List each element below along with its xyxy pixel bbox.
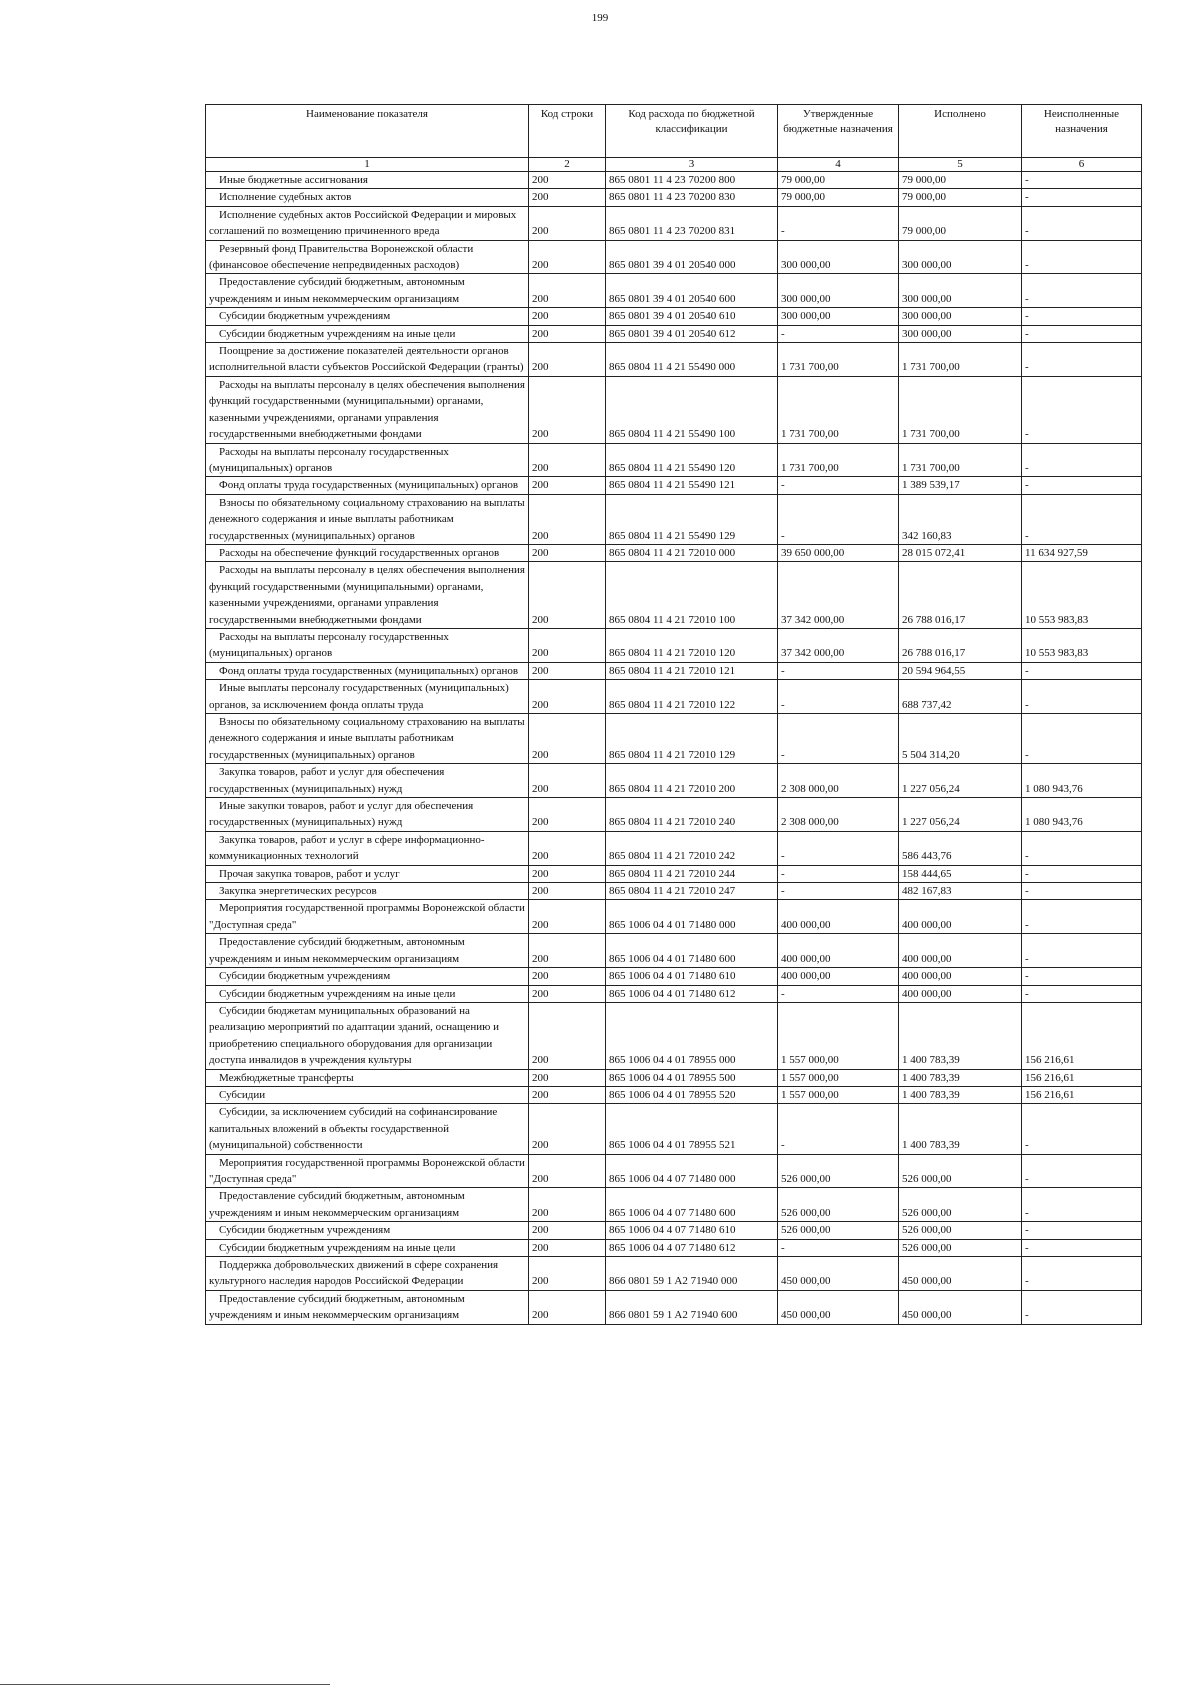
header-executed: Исполнено [899,105,1022,158]
cell-unexecuted: - [1022,343,1142,377]
cell-line-code: 200 [529,325,606,342]
cell-executed: 526 000,00 [899,1222,1022,1239]
cell-approved: - [778,714,899,764]
cell-expense-code: 866 0801 59 1 A2 71940 000 [606,1257,778,1291]
table-row [206,883,1142,900]
cell-executed: 1 400 783,39 [899,1002,1022,1069]
table-row [206,1188,1142,1222]
table-row [206,206,1142,240]
cell-approved: - [778,206,899,240]
cell-executed: 26 788 016,17 [899,562,1022,629]
cell-line-code: 200 [529,376,606,443]
cell-approved: - [778,883,899,900]
cell-executed: 526 000,00 [899,1188,1022,1222]
table-row [206,325,1142,342]
cell-executed: 482 167,83 [899,883,1022,900]
cell-unexecuted: 156 216,61 [1022,1002,1142,1069]
cell-executed: 28 015 072,41 [899,544,1022,561]
cell-unexecuted: - [1022,308,1142,325]
cell-approved: - [778,1239,899,1256]
cell-unexecuted: 1 080 943,76 [1022,798,1142,832]
cell-executed: 1 731 700,00 [899,443,1022,477]
cell-line-code: 200 [529,1086,606,1103]
header-expense-code: Код расхода по бюджетной классификации [606,105,778,158]
cell-approved: 1 731 700,00 [778,443,899,477]
cell-line-code: 200 [529,274,606,308]
cell-executed: 1 400 783,39 [899,1069,1022,1086]
cell-approved: - [778,1104,899,1154]
cell-executed: 400 000,00 [899,968,1022,985]
cell-indicator-name: Поддержка добровольческих движений в сфере сохранения культурного наследия народов Российской Федерации [206,1257,529,1291]
cell-executed: 342 160,83 [899,494,1022,544]
cell-executed: 1 400 783,39 [899,1086,1022,1103]
cell-expense-code: 865 1006 04 4 01 78955 500 [606,1069,778,1086]
cell-expense-code: 865 1006 04 4 01 71480 610 [606,968,778,985]
cell-executed: 300 000,00 [899,240,1022,274]
cell-expense-code: 865 0804 11 4 21 72010 000 [606,544,778,561]
cell-line-code: 200 [529,1069,606,1086]
cell-approved: - [778,325,899,342]
table-row [206,240,1142,274]
cell-indicator-name: Межбюджетные трансферты [206,1069,529,1086]
cell-indicator-name: Взносы по обязательному социальному страхованию на выплаты денежного содержания и иные выплаты работникам государственных (муниципальных) органов [206,714,529,764]
table-row [206,343,1142,377]
cell-expense-code: 865 1006 04 4 07 71480 600 [606,1188,778,1222]
cell-approved: 1 557 000,00 [778,1086,899,1103]
cell-approved: 2 308 000,00 [778,798,899,832]
cell-approved: 526 000,00 [778,1154,899,1188]
cell-expense-code: 865 0801 11 4 23 70200 800 [606,172,778,189]
cell-expense-code: 865 0804 11 4 21 72010 247 [606,883,778,900]
cell-unexecuted: - [1022,274,1142,308]
cell-unexecuted: - [1022,240,1142,274]
table-row [206,477,1142,494]
cell-unexecuted: - [1022,831,1142,865]
cell-executed: 1 400 783,39 [899,1104,1022,1154]
cell-expense-code: 865 1006 04 4 01 78955 521 [606,1104,778,1154]
cell-executed: 79 000,00 [899,206,1022,240]
cell-approved: - [778,831,899,865]
cell-approved: - [778,985,899,1002]
table-body [206,172,1142,1325]
table-row [206,443,1142,477]
cell-indicator-name: Закупка товаров, работ и услуг в сфере информационно-коммуникационных технологий [206,831,529,865]
table-row [206,1154,1142,1188]
cell-unexecuted: - [1022,985,1142,1002]
cell-indicator-name: Предоставление субсидий бюджетным, автономным учреждениям и иным некоммерческим организациям [206,934,529,968]
table-row [206,1290,1142,1324]
cell-indicator-name: Мероприятия государственной программы Воронежской области "Доступная среда" [206,1154,529,1188]
cell-indicator-name: Прочая закупка товаров, работ и услуг [206,865,529,882]
cell-line-code: 200 [529,628,606,662]
cell-executed: 586 443,76 [899,831,1022,865]
cell-expense-code: 865 0804 11 4 21 55490 129 [606,494,778,544]
cell-expense-code: 865 1006 04 4 01 71480 612 [606,985,778,1002]
column-number: 2 [529,158,606,172]
header-approved: Утвержденные бюджетные назначения [778,105,899,158]
cell-unexecuted: 10 553 983,83 [1022,628,1142,662]
table-row [206,1239,1142,1256]
table-row [206,544,1142,561]
table-row [206,680,1142,714]
table-row [206,934,1142,968]
cell-line-code: 200 [529,1290,606,1324]
cell-indicator-name: Субсидии бюджетным учреждениям на иные цели [206,325,529,342]
header-row [206,105,1142,158]
cell-indicator-name: Иные выплаты персоналу государственных (муниципальных) органов, за исключением фонда оплаты труда [206,680,529,714]
header-indicator-name: Наименование показателя [206,105,529,158]
cell-line-code: 200 [529,1002,606,1069]
cell-line-code: 200 [529,798,606,832]
cell-indicator-name: Поощрение за достижение показателей деятельности органов исполнительной власти субъектов Российской Федерации (гранты) [206,343,529,377]
cell-expense-code: 865 1006 04 4 01 71480 000 [606,900,778,934]
cell-approved: - [778,680,899,714]
cell-unexecuted: - [1022,477,1142,494]
cell-line-code: 200 [529,1154,606,1188]
cell-approved: 400 000,00 [778,934,899,968]
cell-expense-code: 865 0804 11 4 21 72010 242 [606,831,778,865]
cell-line-code: 200 [529,206,606,240]
cell-executed: 526 000,00 [899,1154,1022,1188]
cell-unexecuted: 10 553 983,83 [1022,562,1142,629]
cell-approved: 79 000,00 [778,189,899,206]
cell-expense-code: 865 0804 11 4 21 55490 121 [606,477,778,494]
table-row [206,494,1142,544]
cell-expense-code: 865 0801 11 4 23 70200 831 [606,206,778,240]
column-number: 1 [206,158,529,172]
column-number: 5 [899,158,1022,172]
cell-expense-code: 865 0804 11 4 21 72010 244 [606,865,778,882]
cell-expense-code: 865 0804 11 4 21 72010 240 [606,798,778,832]
cell-executed: 1 731 700,00 [899,343,1022,377]
cell-indicator-name: Предоставление субсидий бюджетным, автономным учреждениям и иным некоммерческим организациям [206,1290,529,1324]
cell-line-code: 200 [529,662,606,679]
cell-unexecuted: - [1022,934,1142,968]
cell-unexecuted: - [1022,1154,1142,1188]
cell-expense-code: 865 0801 39 4 01 20540 600 [606,274,778,308]
table-row [206,831,1142,865]
cell-line-code: 200 [529,714,606,764]
table-row [206,865,1142,882]
cell-expense-code: 865 1006 04 4 07 71480 000 [606,1154,778,1188]
cell-line-code: 200 [529,883,606,900]
cell-expense-code: 865 0801 39 4 01 20540 000 [606,240,778,274]
cell-executed: 1 731 700,00 [899,376,1022,443]
page-number: 199 [591,12,609,24]
cell-indicator-name: Исполнение судебных актов [206,189,529,206]
cell-unexecuted: - [1022,494,1142,544]
table-row [206,628,1142,662]
cell-executed: 450 000,00 [899,1290,1022,1324]
cell-expense-code: 865 1006 04 4 01 71480 600 [606,934,778,968]
cell-unexecuted: - [1022,1257,1142,1291]
cell-expense-code: 865 0804 11 4 21 55490 120 [606,443,778,477]
cell-line-code: 200 [529,985,606,1002]
table-row [206,274,1142,308]
cell-unexecuted: - [1022,443,1142,477]
cell-unexecuted: - [1022,1222,1142,1239]
cell-expense-code: 865 0804 11 4 21 72010 122 [606,680,778,714]
cell-unexecuted: - [1022,883,1142,900]
cell-line-code: 200 [529,1257,606,1291]
cell-unexecuted: - [1022,662,1142,679]
column-number: 6 [1022,158,1142,172]
cell-indicator-name: Субсидии бюджетным учреждениям [206,968,529,985]
cell-expense-code: 865 0801 39 4 01 20540 612 [606,325,778,342]
cell-unexecuted: - [1022,189,1142,206]
cell-indicator-name: Иные бюджетные ассигнования [206,172,529,189]
cell-approved: 300 000,00 [778,274,899,308]
cell-unexecuted: - [1022,172,1142,189]
cell-line-code: 200 [529,865,606,882]
table-row [206,900,1142,934]
cell-approved: 400 000,00 [778,900,899,934]
cell-indicator-name: Фонд оплаты труда государственных (муниципальных) органов [206,662,529,679]
cell-line-code: 200 [529,477,606,494]
cell-indicator-name: Субсидии, за исключением субсидий на софинансирование капитальных вложений в объекты государственной (муниципальной) собственности [206,1104,529,1154]
table-row [206,764,1142,798]
cell-line-code: 200 [529,1188,606,1222]
cell-indicator-name: Исполнение судебных актов Российской Федерации и мировых соглашений по возмещению причиненного вреда [206,206,529,240]
table-row [206,189,1142,206]
column-number-row [206,158,1142,172]
cell-executed: 526 000,00 [899,1239,1022,1256]
table-row [206,1257,1142,1291]
cell-executed: 26 788 016,17 [899,628,1022,662]
cell-line-code: 200 [529,562,606,629]
budget-execution-table [205,104,1142,1325]
cell-unexecuted: - [1022,206,1142,240]
cell-expense-code: 865 0804 11 4 21 72010 100 [606,562,778,629]
cell-line-code: 200 [529,968,606,985]
table-row [206,172,1142,189]
cell-unexecuted: - [1022,325,1142,342]
cell-approved: 450 000,00 [778,1290,899,1324]
cell-unexecuted: - [1022,1290,1142,1324]
cell-executed: 79 000,00 [899,172,1022,189]
cell-expense-code: 865 0804 11 4 21 72010 120 [606,628,778,662]
cell-indicator-name: Субсидии бюджетам муниципальных образований на реализацию мероприятий по адаптации зданий, оснащению и приобретению специального оборудования для организации доступа инвалидов в учреждения культуры [206,1002,529,1069]
cell-unexecuted: - [1022,376,1142,443]
cell-unexecuted: - [1022,968,1142,985]
cell-executed: 1 389 539,17 [899,477,1022,494]
cell-unexecuted: 11 634 927,59 [1022,544,1142,561]
cell-indicator-name: Предоставление субсидий бюджетным, автономным учреждениям и иным некоммерческим организациям [206,1188,529,1222]
cell-line-code: 200 [529,934,606,968]
cell-executed: 400 000,00 [899,900,1022,934]
cell-line-code: 200 [529,240,606,274]
cell-indicator-name: Закупка товаров, работ и услуг для обеспечения государственных (муниципальных) нужд [206,764,529,798]
cell-line-code: 200 [529,831,606,865]
cell-executed: 450 000,00 [899,1257,1022,1291]
cell-unexecuted: 156 216,61 [1022,1086,1142,1103]
cell-executed: 158 444,65 [899,865,1022,882]
cell-approved: - [778,865,899,882]
table-row [206,1104,1142,1154]
cell-expense-code: 865 1006 04 4 07 71480 610 [606,1222,778,1239]
cell-unexecuted: - [1022,900,1142,934]
cell-expense-code: 865 1006 04 4 01 78955 520 [606,1086,778,1103]
cell-indicator-name: Иные закупки товаров, работ и услуг для обеспечения государственных (муниципальных) нужд [206,798,529,832]
cell-indicator-name: Расходы на выплаты персоналу государственных (муниципальных) органов [206,628,529,662]
cell-indicator-name: Закупка энергетических ресурсов [206,883,529,900]
cell-executed: 1 227 056,24 [899,764,1022,798]
cell-indicator-name: Взносы по обязательному социальному страхованию на выплаты денежного содержания и иные выплаты работникам государственных (муниципальных) органов [206,494,529,544]
cell-indicator-name: Предоставление субсидий бюджетным, автономным учреждениям и иным некоммерческим организациям [206,274,529,308]
cell-approved: 526 000,00 [778,1222,899,1239]
cell-approved: 39 650 000,00 [778,544,899,561]
cell-unexecuted: 156 216,61 [1022,1069,1142,1086]
column-number: 3 [606,158,778,172]
cell-approved: 450 000,00 [778,1257,899,1291]
table-row [206,562,1142,629]
cell-approved: 37 342 000,00 [778,562,899,629]
table-row [206,1002,1142,1069]
cell-line-code: 200 [529,343,606,377]
cell-indicator-name: Расходы на выплаты персоналу в целях обеспечения выполнения функций государственными (муниципальными) органами, казенными учреждениями, органами управления государственными внебюджетными фондами [206,562,529,629]
cell-executed: 79 000,00 [899,189,1022,206]
table-row [206,1222,1142,1239]
cell-executed: 400 000,00 [899,985,1022,1002]
cell-expense-code: 865 1006 04 4 07 71480 612 [606,1239,778,1256]
cell-executed: 300 000,00 [899,308,1022,325]
cell-line-code: 200 [529,494,606,544]
cell-indicator-name: Мероприятия государственной программы Воронежской области "Доступная среда" [206,900,529,934]
cell-executed: 300 000,00 [899,325,1022,342]
table-row [206,968,1142,985]
table-row [206,985,1142,1002]
cell-expense-code: 865 0804 11 4 21 55490 000 [606,343,778,377]
cell-approved: 1 731 700,00 [778,343,899,377]
table-row [206,1086,1142,1103]
cell-indicator-name: Фонд оплаты труда государственных (муниципальных) органов [206,477,529,494]
cell-approved: 1 557 000,00 [778,1069,899,1086]
cell-expense-code: 865 1006 04 4 01 78955 000 [606,1002,778,1069]
cell-unexecuted: - [1022,865,1142,882]
cell-line-code: 200 [529,1239,606,1256]
cell-indicator-name: Субсидии бюджетным учреждениям на иные цели [206,1239,529,1256]
header-line-code: Код строки [529,105,606,158]
cell-approved: 1 557 000,00 [778,1002,899,1069]
cell-executed: 1 227 056,24 [899,798,1022,832]
cell-unexecuted: - [1022,680,1142,714]
cell-line-code: 200 [529,764,606,798]
cell-expense-code: 865 0804 11 4 21 72010 129 [606,714,778,764]
cell-approved: 37 342 000,00 [778,628,899,662]
cell-expense-code: 865 0804 11 4 21 72010 121 [606,662,778,679]
header-unexecuted: Неисполненные назначения [1022,105,1142,158]
cell-expense-code: 865 0804 11 4 21 55490 100 [606,376,778,443]
table-row [206,662,1142,679]
cell-line-code: 200 [529,1222,606,1239]
cell-executed: 688 737,42 [899,680,1022,714]
cell-line-code: 200 [529,308,606,325]
cell-approved: 300 000,00 [778,240,899,274]
cell-approved: - [778,477,899,494]
cell-executed: 300 000,00 [899,274,1022,308]
table-row [206,1069,1142,1086]
cell-indicator-name: Расходы на выплаты персоналу в целях обеспечения выполнения функций государственными (муниципальными) органами, казенными учреждениями, органами управления государственными внебюджетными фондами [206,376,529,443]
cell-approved: 526 000,00 [778,1188,899,1222]
cell-expense-code: 865 0804 11 4 21 72010 200 [606,764,778,798]
column-number: 4 [778,158,899,172]
cell-line-code: 200 [529,680,606,714]
cell-indicator-name: Субсидии бюджетным учреждениям на иные цели [206,985,529,1002]
cell-approved: 300 000,00 [778,308,899,325]
cell-expense-code: 865 0801 39 4 01 20540 610 [606,308,778,325]
cell-indicator-name: Резервный фонд Правительства Воронежской области (финансовое обеспечение непредвиденных расходов) [206,240,529,274]
cell-unexecuted: - [1022,1104,1142,1154]
cell-line-code: 200 [529,900,606,934]
cell-indicator-name: Субсидии бюджетным учреждениям [206,308,529,325]
cell-executed: 20 594 964,55 [899,662,1022,679]
cell-line-code: 200 [529,189,606,206]
cell-approved: 2 308 000,00 [778,764,899,798]
cell-line-code: 200 [529,443,606,477]
cell-approved: - [778,662,899,679]
cell-approved: 400 000,00 [778,968,899,985]
footer-divider [0,1684,330,1685]
cell-executed: 400 000,00 [899,934,1022,968]
table-row [206,376,1142,443]
table-row [206,714,1142,764]
cell-line-code: 200 [529,544,606,561]
cell-line-code: 200 [529,1104,606,1154]
cell-indicator-name: Расходы на обеспечение функций государственных органов [206,544,529,561]
cell-indicator-name: Субсидии [206,1086,529,1103]
cell-line-code: 200 [529,172,606,189]
cell-unexecuted: - [1022,1188,1142,1222]
cell-approved: 1 731 700,00 [778,376,899,443]
cell-indicator-name: Расходы на выплаты персоналу государственных (муниципальных) органов [206,443,529,477]
cell-indicator-name: Субсидии бюджетным учреждениям [206,1222,529,1239]
cell-executed: 5 504 314,20 [899,714,1022,764]
cell-approved: - [778,494,899,544]
cell-unexecuted: - [1022,1239,1142,1256]
cell-unexecuted: - [1022,714,1142,764]
table-row [206,308,1142,325]
cell-approved: 79 000,00 [778,172,899,189]
cell-expense-code: 866 0801 59 1 A2 71940 600 [606,1290,778,1324]
cell-unexecuted: 1 080 943,76 [1022,764,1142,798]
table-row [206,798,1142,832]
cell-expense-code: 865 0801 11 4 23 70200 830 [606,189,778,206]
